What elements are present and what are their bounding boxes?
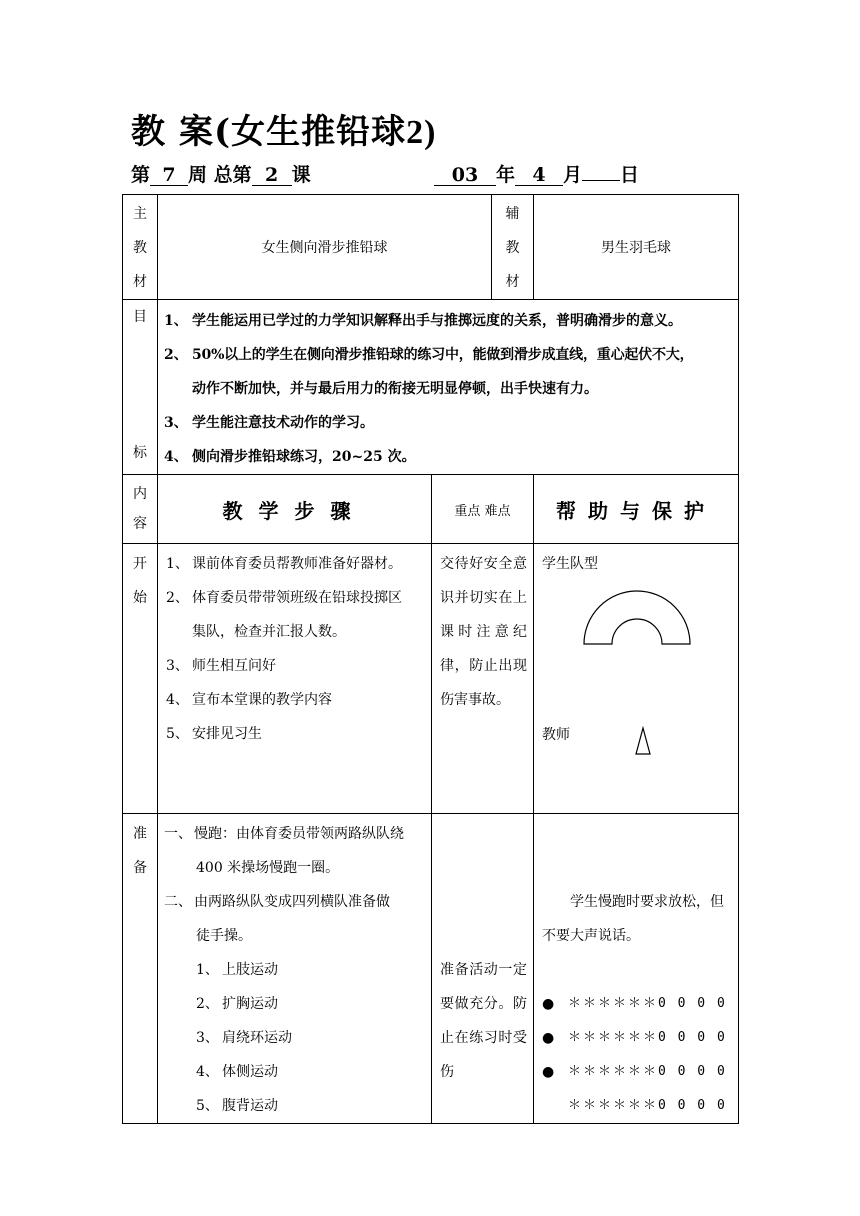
goal-item: 4、 侧向滑步推铅球练习，20~25 次。 (164, 449, 416, 465)
header-teaching-steps: 教学步骤 (158, 475, 432, 544)
goal-item: 1、 学生能运用已学过的力学知识解释出手与推掷远度的关系，普明确滑步的意义。 (164, 313, 682, 329)
main-material-value: 女生侧向滑步推铅球 (158, 195, 492, 300)
lesson-date (434, 160, 639, 187)
month-label: 月 (563, 164, 583, 186)
main-material-label: 主 教 材 (123, 195, 158, 300)
prep-help (534, 814, 739, 1124)
goal-item-continuation: 动作不断加快，并与最后用力的衔接无明显停顿，出手快速有力。 (192, 381, 598, 397)
materials-row (123, 195, 739, 300)
step-item: 1、 课前体育委员帮教师准备好器材。 (166, 556, 402, 572)
prep-steps (158, 814, 432, 1124)
week-number: 7 (150, 165, 188, 186)
step-item: 5、 安排见习生 (166, 726, 262, 742)
date-day (582, 180, 620, 181)
start-label: 开 始 (123, 544, 158, 814)
exercise-item: 5、 腹背运动 (196, 1098, 278, 1114)
title-part-b: 案(女生推铅球 (179, 112, 407, 152)
exercise-item: 4、 体侧运动 (196, 1064, 278, 1080)
goal-item: 2、 50%以上的学生在侧向滑步推铅球的练习中，能做到滑步成直线，重心起伏不大， (164, 347, 694, 363)
lesson-suffix: 课 (291, 164, 311, 186)
page-title (131, 104, 436, 153)
day-label: 日 (620, 164, 640, 186)
content-label: 内 容 (123, 475, 158, 544)
start-steps (158, 544, 432, 814)
formation-row: ＊＊＊＊＊＊0 0 0 0 (568, 1098, 727, 1113)
title-number: 2) (406, 114, 437, 151)
formation-row: ● ＊＊＊＊＊＊0 0 0 0 (542, 996, 727, 1012)
goals-label: 目 标 (123, 300, 158, 475)
start-help (534, 544, 739, 814)
formation-arc-icon (582, 588, 692, 648)
exercise-item: 3、 肩绕环运动 (196, 1030, 292, 1046)
teacher-label: 教师 (542, 727, 570, 743)
goals-row (123, 300, 739, 475)
exercise-item: 1、 上肢运动 (196, 962, 278, 978)
formation-row: ● ＊＊＊＊＊＊0 0 0 0 (542, 1030, 727, 1046)
exercise-item: 2、 扩胸运动 (196, 996, 278, 1012)
prep-label: 准 备 (123, 814, 158, 1124)
step-item-continuation: 徒手操。 (196, 928, 252, 944)
step-item: 4、 宣布本堂课的教学内容 (166, 692, 332, 708)
aux-material-label: 辅 教 材 (492, 195, 534, 300)
week-suffix: 周 总第 (188, 164, 252, 186)
column-header-row (123, 475, 739, 544)
week-prefix: 第 (131, 164, 151, 186)
goals-content (158, 300, 739, 475)
year-label: 年 (496, 164, 516, 186)
date-year: 03 (434, 165, 496, 186)
goal-item: 3、 学生能注意技术动作的学习。 (164, 415, 374, 431)
step-item: 2、 体育委员带带领班级在铅球投掷区 (166, 590, 402, 606)
title-part-a: 教 (131, 112, 179, 152)
header-key-points: 重点 难点 (432, 475, 534, 544)
prep-key-points: 准备活动一定要做充分。防止在练习时受伤 (432, 814, 534, 1124)
header-help-protect: 帮助与保护 (534, 475, 739, 544)
step-item: 一、 慢跑：由体育委员带领两路纵队绕 (164, 826, 404, 842)
lesson-meta (131, 160, 311, 187)
formation-row: ● ＊＊＊＊＊＊0 0 0 0 (542, 1064, 727, 1080)
aux-material-value: 男生羽毛球 (534, 195, 739, 300)
step-item-continuation: 400 米操场慢跑一圈。 (196, 860, 340, 876)
step-item-continuation: 集队，检查并汇报人数。 (192, 624, 346, 640)
lesson-plan-table (122, 194, 739, 1124)
start-section-row (123, 544, 739, 814)
start-key-points: 交待好安全意识并切实在上课时注意纪律，防止出现伤害事故。 (432, 544, 534, 814)
date-month: 4 (515, 165, 563, 186)
prep-help-text-1: 学生慢跑时要求放松，但 (570, 894, 724, 910)
formation-label: 学生队型 (542, 556, 598, 572)
step-item: 二、 由两路纵队变成四列横队准备做 (164, 894, 390, 910)
step-item: 3、 师生相互问好 (166, 658, 276, 674)
lesson-number: 2 (252, 165, 292, 186)
prep-help-text-2: 不要大声说话。 (542, 928, 640, 944)
teacher-triangle-icon (634, 726, 652, 756)
prep-section-row (123, 814, 739, 1124)
